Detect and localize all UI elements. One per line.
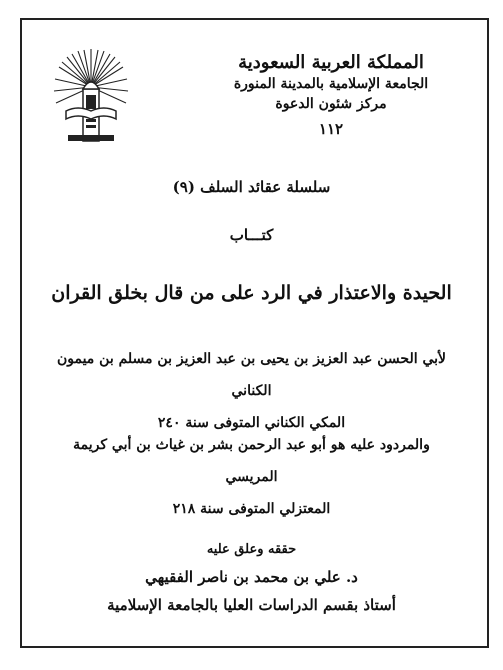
respondent-block [48,429,455,525]
respondent-line-1: والمردود عليه هو أبو عبد الرحمن بشر بن غياث بن أبي كريمة المريسي [73,437,430,485]
university-emblem-icon [52,45,130,145]
header-center: مركز شئون الدعوة [275,96,387,112]
series-title: سلسلة عقائد السلف (٩) [172,178,331,196]
publication-number: ١١٢ [318,120,344,138]
book-title: الحيدة والاعتذار في الرد على من قال بخلق القران [51,282,452,304]
institution-header [221,52,441,140]
header-country: المملكة العربية السعودية [238,52,424,73]
author-line-2: المكي الكناني المتوفى سنة ٢٤٠ [157,415,346,431]
editor-position: أستاذ بقسم الدراسات العليا بالجامعة الإسلامية [107,596,396,614]
author-block [48,343,455,439]
editor-name: د. علي بن محمد بن ناصر الفقيهي [145,568,358,586]
respondent-line-2: المعتزلي المتوفى سنة ٢١٨ [172,501,331,517]
author-line-1: لأبي الحسن عبد العزيز بن يحيى بن عبد العزيز بن مسلم بن ميمون الكناني [56,351,447,399]
editor-label: حققه وعلق عليه [206,542,297,557]
header-university: الجامعة الإسلامية بالمدينة المنورة [233,76,429,92]
book-label: كتـــاب [229,226,274,244]
editor-block [40,537,463,619]
